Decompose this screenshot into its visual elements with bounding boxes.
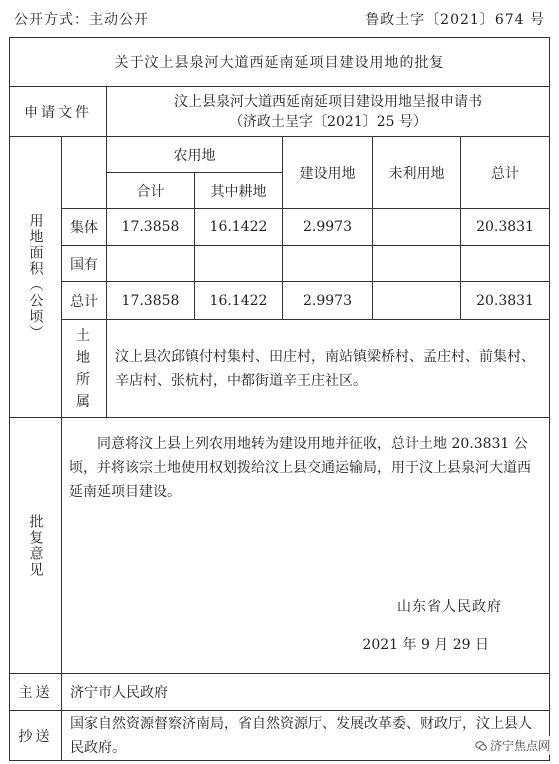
location-value: 汶上县次邱镇付村集村、田庄村，南站镇梁桥村、孟庄村、前集村、辛店村、张杭村，中都街道辛王庄社区。: [107, 320, 550, 418]
cell-total: 20.3831: [461, 282, 550, 320]
document-number: 鲁政土字〔2021〕674 号: [365, 12, 545, 28]
application-title: 汶上县泉河大道西延南延项目建设用地呈报申请书: [174, 93, 483, 110]
approval-label-cell: [10, 418, 62, 674]
cc-label: 抄送: [10, 711, 62, 761]
header-blank-cell: [62, 137, 107, 209]
table-row: [10, 209, 550, 246]
row-name: 总计: [62, 282, 107, 320]
col-farmland: 其中耕地: [195, 173, 283, 209]
cell-farmland: 16.1422: [195, 209, 283, 246]
col-subtotal: 合计: [107, 173, 195, 209]
signature: 山东省人民政府: [397, 599, 503, 615]
cc-value: 国家自然资源督察济南局，省自然资源厅、发展改革委、财政厅，汶上县人民政府。: [62, 711, 550, 761]
cell-total: 20.3831: [461, 209, 550, 246]
wechat-icon: [475, 740, 487, 752]
cell-construction: 2.9973: [283, 209, 373, 246]
main-send-label: 主送: [10, 674, 62, 711]
approval-table: [9, 37, 550, 761]
row-name: 国有: [62, 246, 107, 282]
location-label: 土地所属: [76, 327, 92, 410]
table-row: [10, 246, 550, 282]
approval-label: 批复意见: [27, 513, 44, 578]
location-label-cell: [62, 320, 107, 418]
cell-total: [461, 246, 550, 282]
col-total: 总计: [461, 137, 550, 209]
cell-unused: [373, 246, 461, 282]
cell-construction: [283, 246, 373, 282]
cell-subtotal: [107, 246, 195, 282]
cell-farmland: [195, 246, 283, 282]
approval-content: [62, 418, 550, 674]
land-area-label: [10, 137, 62, 418]
cell-subtotal: 17.3858: [107, 209, 195, 246]
approval-date: 2021 年 9 月 29 日: [362, 637, 490, 653]
watermark-text: 济宁焦点网: [489, 739, 550, 753]
row-name: 集体: [62, 209, 107, 246]
application-number: （济政土呈字〔2021〕25 号）: [229, 113, 427, 130]
col-unused: 未利用地: [373, 137, 461, 209]
application-label: 申请文件: [10, 87, 107, 137]
main-send-value: 济宁市人民政府: [62, 674, 550, 711]
land-area-label-text: 用地面积（公顷）: [27, 213, 44, 341]
watermark: [472, 736, 553, 755]
cell-farmland: 16.1422: [195, 282, 283, 320]
disclosure-method: 公开方式：主动公开: [14, 12, 149, 28]
cell-unused: [373, 209, 461, 246]
cell-subtotal: 17.3858: [107, 282, 195, 320]
col-construction: 建设用地: [283, 137, 373, 209]
approval-document: [9, 37, 549, 755]
table-row: [10, 282, 550, 320]
application-document: [107, 87, 550, 137]
col-agricultural: 农用地: [107, 137, 283, 173]
document-title: 关于汶上县泉河大道西延南延项目建设用地的批复: [10, 38, 550, 87]
cell-unused: [373, 282, 461, 320]
approval-text: 同意将汶上县上列农用地转为建设用地并征收，总计土地 20.3831 公顷，并将该宗土地使用权划拨给汶上县交通运输局，用于汶上县泉河大道西延南延项目建设。: [69, 436, 531, 500]
cell-construction: 2.9973: [283, 282, 373, 320]
